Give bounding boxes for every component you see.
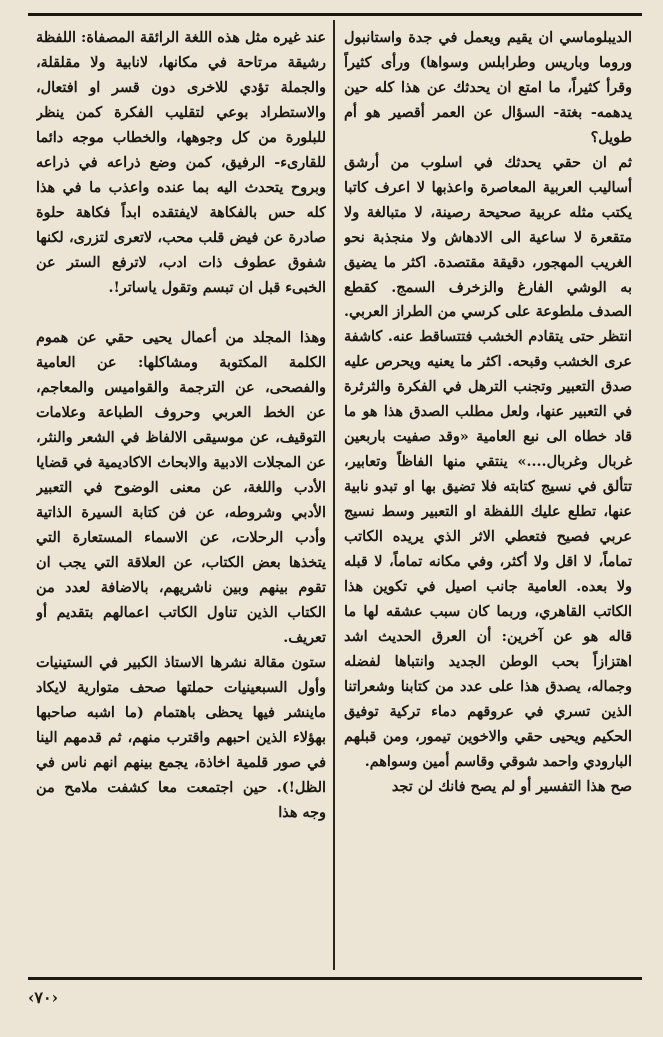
paragraph: الديبلوماسي ان يقيم ويعمل في جدة واستانبول وروما وباريس وطرابلس وسواها) ورأى كثيراً وقرأ كثيراً، ما امتع ان يحدثك عن هذا كله حين يدهمه- بغتة- السؤال عن العمر أقصير هو أم طويل؟ [344,29,632,146]
page-number: ‹٧٠› [28,988,58,1007]
paragraph: ثم ان حقي يحدثك في اسلوب من أرشق أساليب العربية المعاصرة واعذبها لا اعرف كاتبا يكتب مثله عربية صحيحة رصينة، لا متبالغة ولا متقعرة لا ساعية الى الادهاش ولا منجذبة نحو الغريب المهجور، دقيقة مقتصدة. اكثر ما يضيق به الوشي الفارغ والزخرف السمج. كقطع الصدف ملطوعة على كرسي من الطراز العربي. انتظر حتى يتقادم الخشب فتتساقط عنه. كاشفة عرى الخشب وقبحه. اكثر ما يعنيه ويحرص عليه صدق التعبير وتجنب الترهل في الفكرة والثرثرة في التعبير عنها، ولعل مطلب الصدق هذا هو ما قاد خطاه الى نبع العامية «وقد صفيت باربعين غربال وغربال....» ينتقي منها الفاظاً وتعابير، تتألق في نسيج كتابته فلا تضيق بها او تبدو نابية عنها، تطلع عليك اللفظة او التعبير وسط نسيج عربي فصيح فتعطي الاثر الذي يريده الكاتب تماماً، لا اقل ولا أكثر، وفي مكانه تماماً، لا قبله ولا بعده. العامية جانب اصيل في تكوين هذا الكاتب القاهري، وربما كان سبب عشقه لها ما قاله هو عن آخرين: أن العرق الحديث اشد اهتزازاً بحب الوطن الجديد وانتباها لفضله وجماله، يصدق هذا على عدد من كتابنا وشعراتنا الذين تسري في عروقهم دماء تركية توفيق الحكيم ويحيى حقي والاخوين تيمور، ومن قبلهم البارودي واحمد شوقي وقاسم أمين وسواهم. [344,153,632,770]
paragraph-gap [36,300,326,326]
right-column [344,26,632,971]
column-divider [333,20,335,970]
paragraph: عند غيره مثل هذه اللغة الرائقة المصفاة: اللفظة رشيقة مرتاحة في مكانها، لانابية ولا مقلقلة، والجملة تؤدي للاخرى دون قسر او افتعال، والاستطراد بوعي لتقليب الفكرة كمن ينظر للبلورة من كل وجوهها، والخطاب موجه دائما للقارىء- الرفيق، كمن وضع ذراعه في ذراعه وبروح يتحدث اليه بما عنده واعذب ما في هذا كله حس بالفكاهة لايفتقده ابداً فكاهة حلوة صادرة عن فيض قلب محب، لاتعرى لتزرى، لكنها شفوق عطوف ذات ادب، لاترفع الستر عن الخبىء قبل ان تبسم وتقول ياساتر!. [36,29,326,296]
paragraph: صح هذا التفسير أو لم يصح فانك لن تجد [391,777,632,795]
paragraph: وهذا المجلد من أعمال يحيى حقي عن هموم الكلمة المكتوبة ومشاكلها: عن العامية والفصحى، عن الترجمة والقواميس والمعاجم، عن الخط العربي وحروف الطباعة وعلامات التوقيف، عن موسيقى الالفاظ في الشعر والنثر، عن المجلات الادبية والابحاث الاكاديمية في قضايا الأدب واللغة، عن معنى الوضوح في التعبير الأدبي وشروطه، عن فن كتابة السيرة الذاتية وأدب الرحلات، عن الاسماء المستعارة التي يتخذها بعض الكتاب، عن العلاقة التي يجب ان تقوم بينهم وبين ناشريهم، بالاضافة لعدد من الكتاب الذين تناول الكاتب اعمالهم بتقديم أو تعريف. [36,329,326,646]
paragraph: ستون مقالة نشرها الاستاذ الكبير في الستينيات وأول السبعينيات حملتها صحف متوارية لايكاد ماينشر فيها يحظى باهتمام (ما اشبه صاحبها بهؤلاء الذين احبهم واقترب منهم، ثم قدمهم الينا في صور قلمية اخاذة، يجمع بينهم انهم ناس في الظل!). حين اجتمعت معا كشفت ملامح من وجه هذا [36,653,326,821]
top-rule [28,13,642,16]
left-column [36,26,326,971]
bottom-rule [28,977,642,980]
